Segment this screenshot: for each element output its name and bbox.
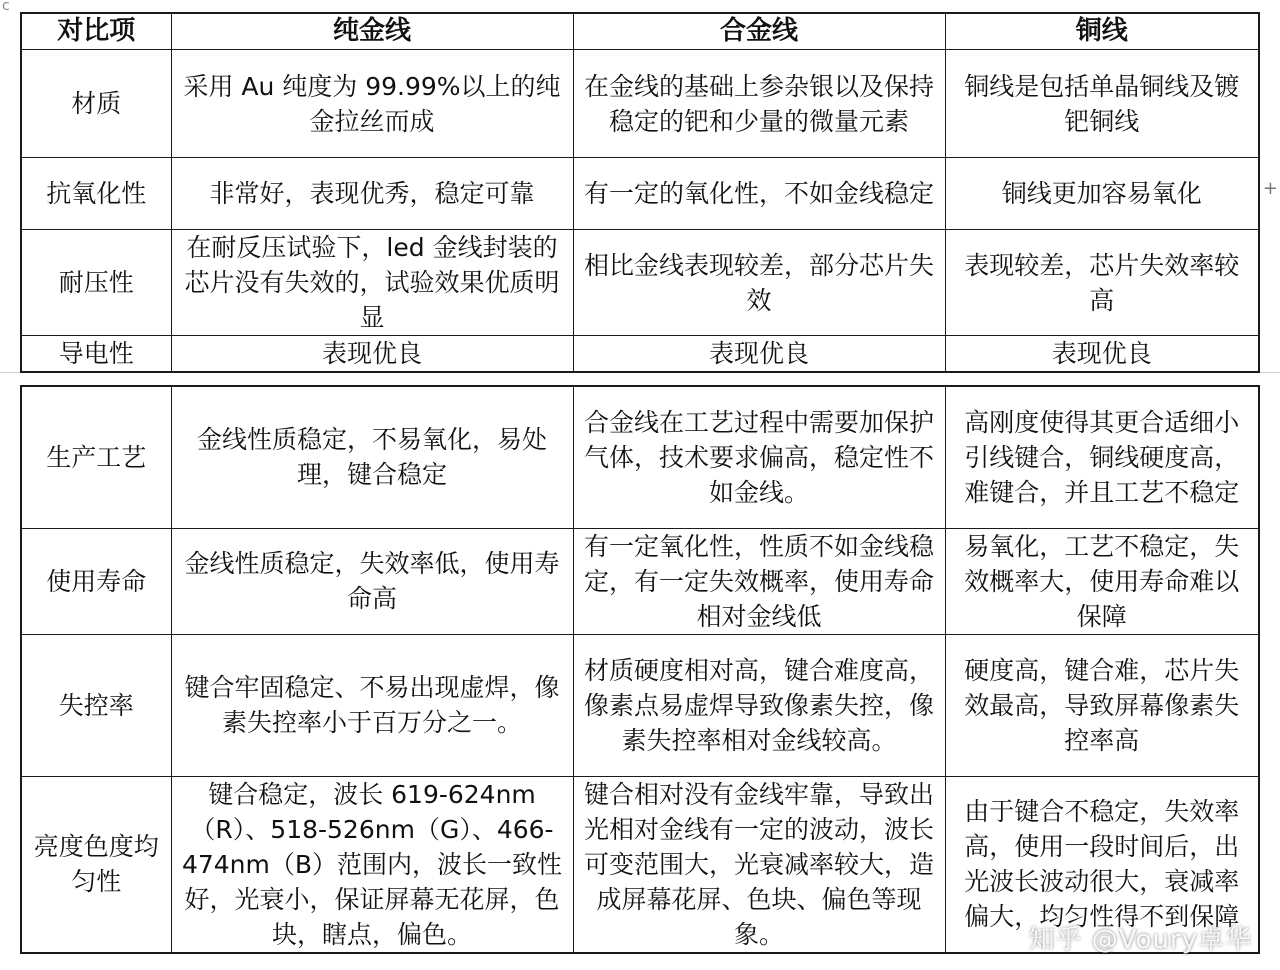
cell-gold: 表现优良: [171, 336, 573, 373]
cell-alloy: 相比金线表现较差，部分芯片失效: [573, 230, 945, 336]
watermark: 知乎 @Voury卓华: [1028, 925, 1252, 955]
row-label: 耐压性: [21, 230, 171, 336]
header-alloy: 合金线: [573, 13, 945, 50]
page-edge-mark: +: [1262, 178, 1278, 199]
cell-gold: 键合牢固稳定、不易出现虚焊，像素失控率小于百万分之一。: [171, 634, 573, 776]
cell-copper: 铜线更加容易氧化: [945, 158, 1259, 230]
comparison-table-top: [20, 12, 1260, 373]
cell-gold: 非常好，表现优秀，稳定可靠: [171, 158, 573, 230]
table-row: [21, 336, 1259, 373]
cell-copper: 由于键合不稳定，失效率高，使用一段时间后，出光波长波动很大，衰减率偏大，均匀性得不到保障: [945, 776, 1259, 953]
table-row: [21, 50, 1259, 158]
comparison-table-bottom: [20, 385, 1260, 954]
row-label: 失控率: [21, 634, 171, 776]
cell-copper: 表现较差，芯片失效率较高: [945, 230, 1259, 336]
table-row: [21, 634, 1259, 776]
table-row: [21, 230, 1259, 336]
row-label: 导电性: [21, 336, 171, 373]
cell-gold: 金线性质稳定，不易氧化，易处理，键合稳定: [171, 386, 573, 528]
cell-gold: 采用 Au 纯度为 99.99%以上的纯金拉丝而成: [171, 50, 573, 158]
row-label: 材质: [21, 50, 171, 158]
header-pure-gold: 纯金线: [171, 13, 573, 50]
cell-alloy: 材质硬度相对高，键合难度高，像素点易虚焊导致像素失控，像素失控率相对金线较高。: [573, 634, 945, 776]
table-row: [21, 528, 1259, 634]
row-label: 亮度色度均匀性: [21, 776, 171, 953]
cell-alloy: 有一定氧化性，性质不如金线稳定，有一定失效概率，使用寿命相对金线低: [573, 528, 945, 634]
row-label: 生产工艺: [21, 386, 171, 528]
cell-copper: 高刚度使得其更合适细小引线键合，铜线硬度高，难键合，并且工艺不稳定: [945, 386, 1259, 528]
table-row: [21, 158, 1259, 230]
header-copper: 铜线: [945, 13, 1259, 50]
cell-copper: 易氧化，工艺不稳定，失效概率大，使用寿命难以保障: [945, 528, 1259, 634]
row-label: 使用寿命: [21, 528, 171, 634]
row-label: 抗氧化性: [21, 158, 171, 230]
cell-copper: 铜线是包括单晶铜线及镀钯铜线: [945, 50, 1259, 158]
table-header-row: [21, 13, 1259, 50]
cell-alloy: 有一定的氧化性，不如金线稳定: [573, 158, 945, 230]
cell-alloy: 合金线在工艺过程中需要加保护气体，技术要求偏高，稳定性不如金线。: [573, 386, 945, 528]
cell-gold: 在耐反压试验下，led 金线封装的芯片没有失效的，试验效果优质明显: [171, 230, 573, 336]
cell-gold: 金线性质稳定，失效率低，使用寿命高: [171, 528, 573, 634]
table-row: [21, 386, 1259, 528]
cell-gold: 键合稳定，波长 619-624nm（R）、518-526nm（G）、466-474nm（B）范围内，波长一致性好，光衰小，保证屏幕无花屏，色块，瞎点，偏色。: [171, 776, 573, 953]
cell-copper: 表现优良: [945, 336, 1259, 373]
cell-alloy: 表现优良: [573, 336, 945, 373]
header-item: 对比项: [21, 13, 171, 50]
cell-alloy: 键合相对没有金线牢靠，导致出光相对金线有一定的波动，波长可变范围大，光衰减率较大，造成屏幕花屏、色块、偏色等现象。: [573, 776, 945, 953]
cell-alloy: 在金线的基础上参杂银以及保持稳定的钯和少量的微量元素: [573, 50, 945, 158]
cell-copper: 硬度高，键合难，芯片失效最高，导致屏幕像素失控率高: [945, 634, 1259, 776]
page-corner-mark: c: [2, 0, 10, 14]
